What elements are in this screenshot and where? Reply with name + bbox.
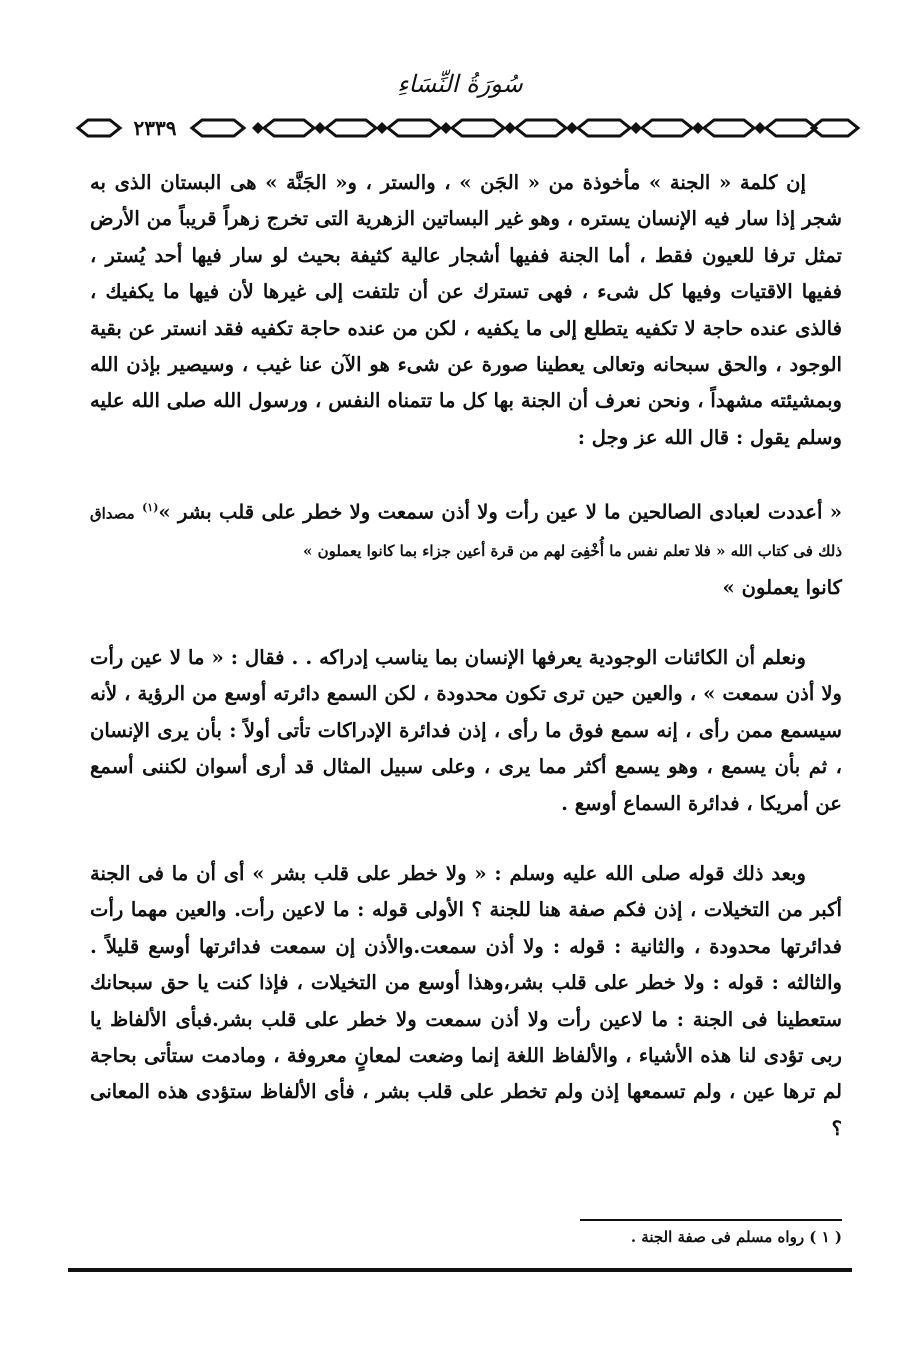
surah-title: سُورَةُ النِّسَاءِ — [397, 70, 523, 98]
page-number: ٢٣٣٩ — [133, 116, 177, 140]
hadith-verse-note: مصداق ذلك فى كتاب الله « فلا تعلم نفس ما أُخْفِىَ لهم من قرة أعين جزاء بما كانوا يعملون » — [90, 504, 842, 561]
footnote-separator — [580, 1219, 842, 1221]
footnote: ( ١ ) رواه مسلم فى صفة الجنة . — [630, 1228, 842, 1246]
hadith-ending: كانوا يعملون » — [722, 575, 842, 599]
ornamental-border — [74, 108, 862, 148]
paragraph-senses: ونعلم أن الكائنات الوجودية يعرفها الإنسان بما يناسب إدراكه . . فقال : « ما لا عين رأت ولا أذن سمعت » ، والعين حين ترى تكون محدودة ، لكن السمع دائرته أوسع من الرؤية ، لأنه سيسمع ممن رأى ، إنه سمع فوق ما رأى ، إذن فدائرة الإدراكات تأتى أولاً : بأن يرى الإنسان ، ثم بأن يسمع ، وهو يسمع أكثر مما يرى ، وعلى سبيل المثال قد أرى أسوان لكننى أسمع عن أمريكا ، فدائرة السماع أوسع . — [90, 646, 842, 815]
main-text — [90, 165, 842, 1147]
paragraph-jannah-meaning: إن كلمة « الجنة » مأخوذة من « الجَن » ، والستر ، و« الجَنَّة » هى البستان الذى به شجر إذا سار فيه الإنسان يستره ، وهو غير البساتين الزهرية التى تخرج زهراً قريباً من الأرض تمثل ترفا للعيون فقط ، أما الجنة ففيها أشجار عالية كثيفة بحيث لو سار فيها أحد يُستر ، ففيها الاقتيات وفيها كل شىء ، فهى تسترك عن أن تلتفت إلى غيرها لأن فيها ما يكفيك ، فالذى عنده حاجة لا تكفيه يتطلع إلى ما يكفيه ، لكن من عنده حاجة تكفيه فقد انستر عن بقية الوجود ، والحق سبحانه وتعالى يعطينا صورة عن شىء هو الآن عنا غيب ، وسيصير بإذن الله وبمشيئته مشهداً ، ونحن نعرف أن الجنة بها كل ما تتمناه النفس ، ورسول الله صلى الله عليه وسلم يقول : قال الله عز وجل : — [90, 171, 842, 449]
footnote-marker: (١) — [142, 501, 159, 515]
paragraph-imagination: وبعد ذلك قوله صلى الله عليه وسلم : « ولا خطر على قلب بشر » أى أن ما فى الجنة أكبر من التخيلات ، إذن فكم صفة هنا للجنة ؟ الأولى قوله : ما لاعين رأت. والعين مهما رأت فدائرتها محدودة ، والثانية : قوله : ولا أذن سمعت.والأذن إن سمعت فدائرتها أوسع قليلاً . والثالثه : قوله : ولا خطر على قلب بشر،وهذا أوسع من التخيلات ، فإذا كنت يا حق سبحانك ستعطينا فى الجنة : ما لاعين رأت ولا أذن سمعت ولا خطر على قلب بشر.فبأى الألفاظ يا ربى تؤدى لنا هذه الأشياء ، والألفاظ اللغة إنما وضعت لمعانٍ معروفة ، ومادمت ستأتى بحاجة لم ترها عين ، ولم تسمعها إذن ولم تخطر على قلب بشر ، فأى الألفاظ ستؤدى هذه المعانى ؟ — [90, 862, 842, 1140]
hadith-quote: « أعددت لعبادى الصالحين ما لا عين رأت ولا أذن سمعت ولا خطر على قلب بشر » — [158, 500, 842, 524]
bottom-rule — [68, 1268, 852, 1272]
paragraph-hadith — [90, 490, 842, 606]
